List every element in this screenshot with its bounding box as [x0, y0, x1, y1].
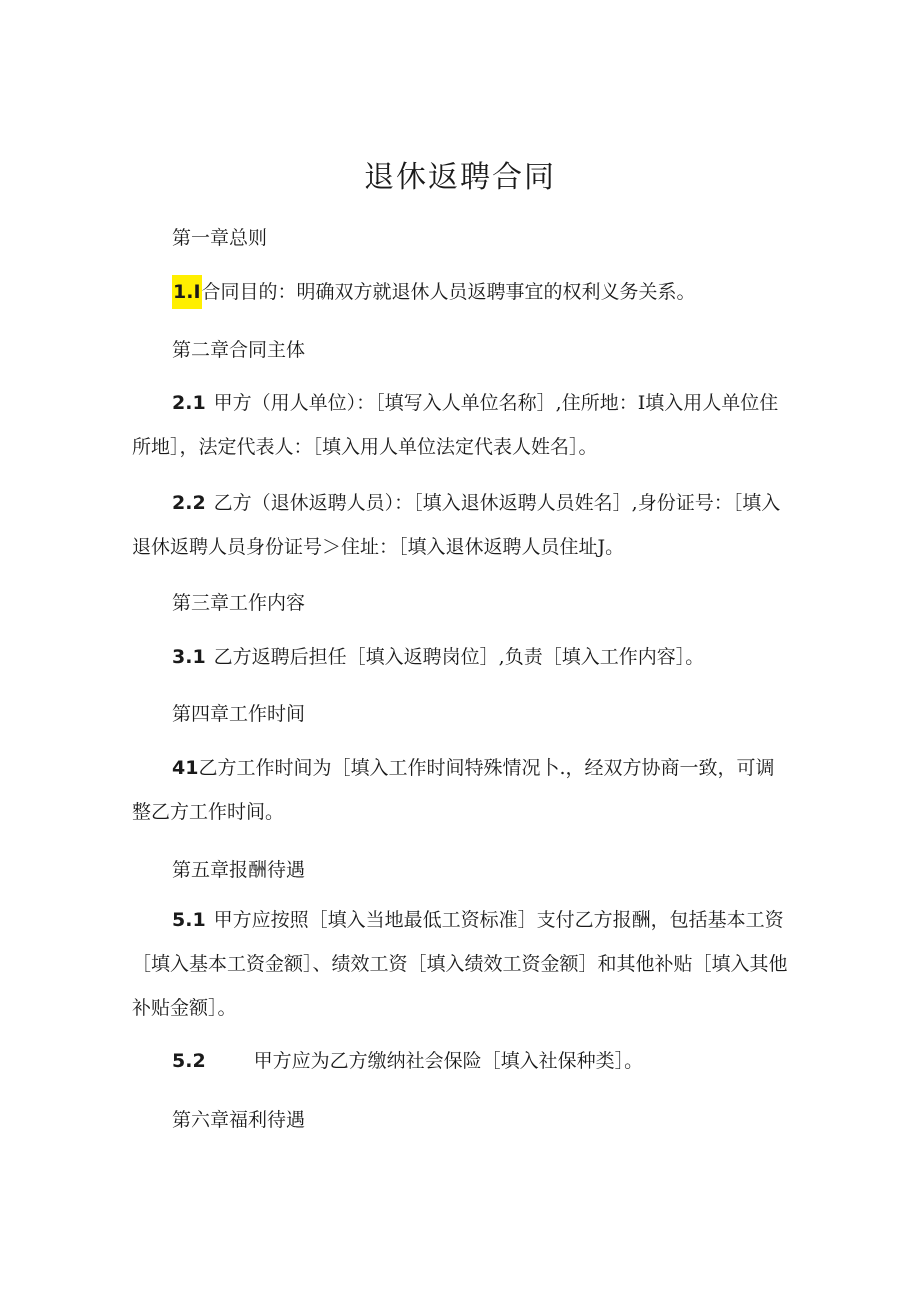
- clause-4-1: [132, 746, 792, 834]
- clause-3-1: [132, 635, 792, 679]
- clause-number: 2.1: [172, 392, 206, 414]
- clause-number: 1.I: [172, 275, 202, 309]
- clause-text: 乙方工作时间为［填入工作时间特殊情况卜.，经双方协商一致，可调整乙方工作时间。: [132, 757, 775, 823]
- clause-5-1: [132, 898, 792, 1030]
- clause-text: 乙方（退休返聘人员）：［填入退休返聘人员姓名］,身份证号：［填入退休返聘人员身份证号＞住址：［填入退休返聘人员住址J。: [132, 492, 781, 558]
- clause-text: 合同目的：明确双方就退休人员返聘事宜的权利义务关系。: [201, 281, 696, 303]
- clause-2-2: [132, 481, 792, 569]
- clause-number: 5.1: [172, 909, 206, 931]
- clause-1-1: [132, 270, 792, 314]
- document-title: 退休返聘合同: [364, 160, 556, 195]
- chapter-heading-5: 第五章报酬待遇: [172, 859, 306, 881]
- clause-text: 甲方应为乙方缴纳社会保险［填入社保种类］。: [253, 1050, 644, 1072]
- clause-number: 3.1: [172, 646, 206, 668]
- clause-text: 甲方应按照［填入当地最低工资标准］支付乙方报酬，包括基本工资［填入基本工资金额］、绩效工资［填入绩效工资金额］和其他补贴［填入其他补贴金额］。: [132, 909, 788, 1019]
- clause-number: 5.2: [172, 1050, 206, 1072]
- chapter-heading-4: 第四章工作时间: [172, 703, 306, 725]
- chapter-heading-6: 第六章福利待遇: [172, 1109, 306, 1131]
- clause-5-2: [132, 1039, 792, 1083]
- clause-text: 甲方（用人单位）：［填写入人单位名称］,住所地：I填入用人单位住所地］，法定代表人：［填入用人单位法定代表人姓名］。: [132, 392, 779, 458]
- chapter-heading-2: 第二章合同主体: [172, 339, 306, 361]
- clause-text: 乙方返聘后担任［填入返聘岗位］,负责［填入工作内容］。: [213, 646, 705, 668]
- clause-number: 41: [172, 757, 199, 779]
- chapter-heading-3: 第三章工作内容: [172, 592, 306, 614]
- chapter-heading-1: 第一章总则: [172, 227, 268, 249]
- clause-number: 2.2: [172, 492, 206, 514]
- clause-2-1: [132, 381, 792, 469]
